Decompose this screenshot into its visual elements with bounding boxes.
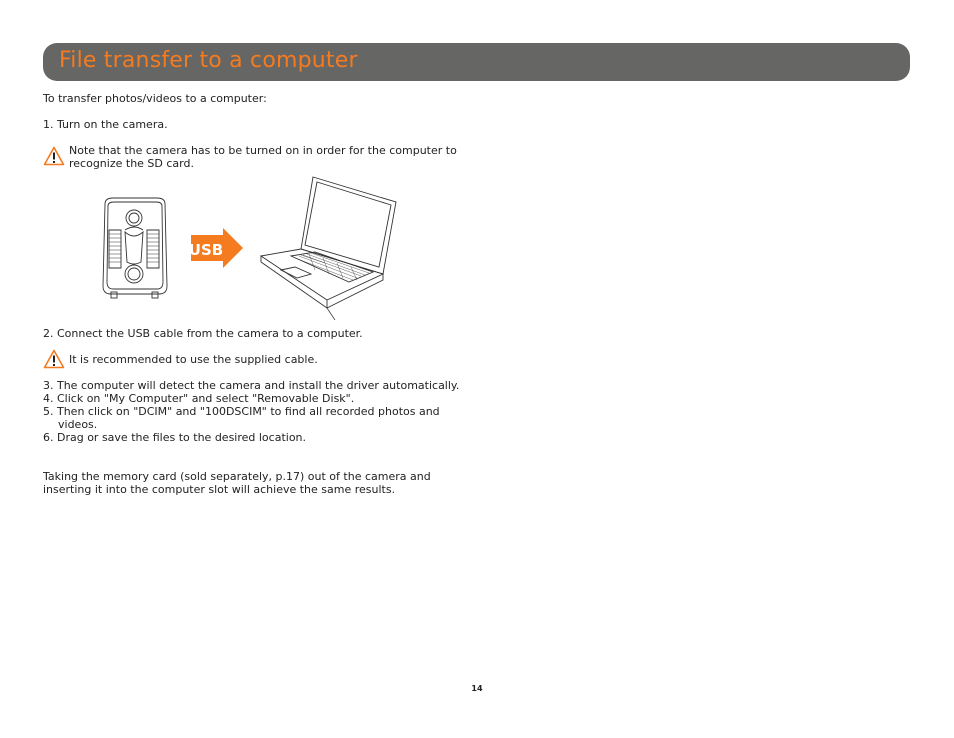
title-bar (43, 43, 910, 81)
step-6: 6. Drag or save the files to the desired location. (43, 431, 307, 444)
step-4: 4. Click on "My Computer" and select "Removable Disk". (43, 392, 355, 405)
intro-text: To transfer photos/videos to a computer: (43, 92, 267, 105)
warning-triangle-icon (43, 349, 65, 369)
usb-label: USB (188, 241, 224, 259)
usb-arrow-icon (189, 228, 243, 268)
step-3: 3. The computer will detect the camera and install the driver automatically. (43, 379, 460, 392)
step-5-line-2: videos. (58, 418, 98, 431)
page-title: File transfer to a computer (59, 48, 358, 73)
footer-note-line-1: Taking the memory card (sold separately, p.17) out of the camera and (43, 470, 431, 483)
step-2: 2. Connect the USB cable from the camera to a computer. (43, 327, 363, 340)
connection-illustration (95, 174, 405, 322)
note-2: It is recommended to use the supplied cable. (69, 353, 318, 366)
laptop-icon (261, 177, 396, 320)
step-5-line-1: 5. Then click on "DCIM" and "100DSCIM" to find all recorded photos and (43, 405, 440, 418)
page-number: 14 (471, 684, 483, 693)
footer-note-line-2: inserting it into the computer slot will achieve the same results. (43, 483, 396, 496)
note-1-line-1: Note that the camera has to be turned on in order for the computer to (69, 144, 457, 157)
step-1: 1. Turn on the camera. (43, 118, 168, 131)
warning-triangle-icon (43, 146, 65, 166)
note-1-line-2: recognize the SD card. (69, 157, 194, 170)
trail-camera-icon (103, 198, 167, 298)
